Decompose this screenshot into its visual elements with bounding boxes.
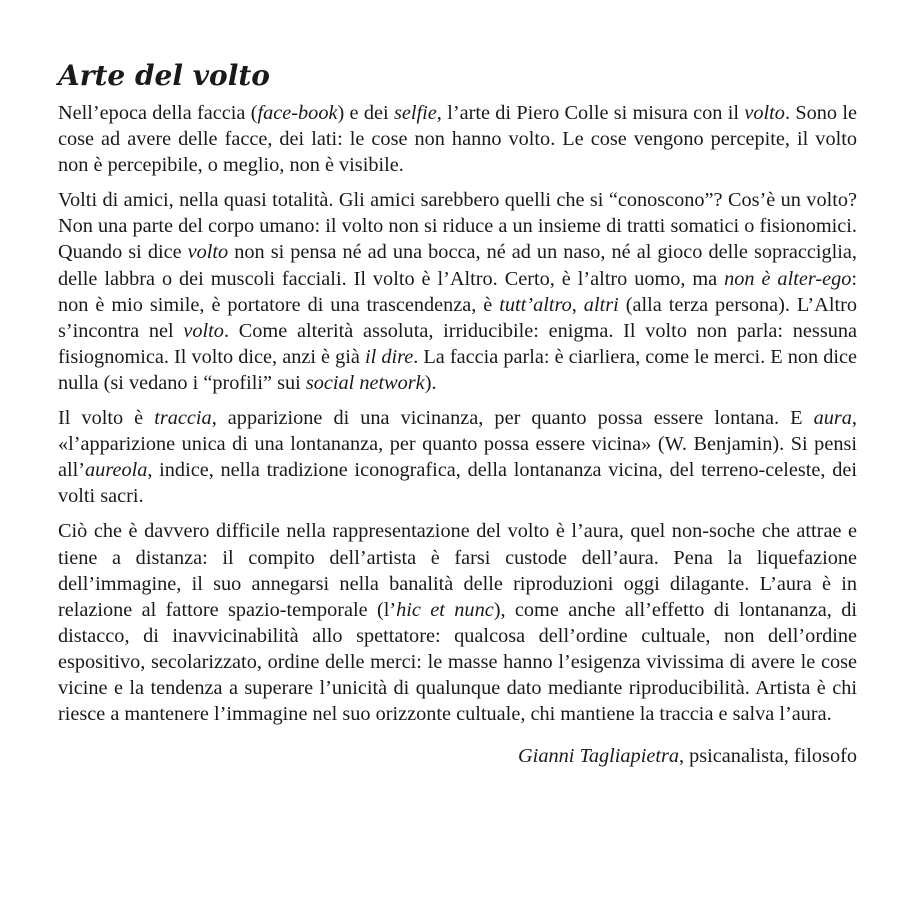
- paragraph-2: [58, 187, 857, 396]
- paragraph-1: [58, 100, 857, 178]
- text-segment: , apparizione di una vicinanza, per quanto possa essere lontana. E: [211, 407, 814, 430]
- text-segment: ,: [571, 293, 584, 316]
- paragraph-3: [58, 405, 857, 509]
- text-segment-italic: aura: [813, 407, 852, 430]
- text-segment-italic: non è alter-ego: [724, 267, 852, 290]
- text-segment-italic: aureola: [85, 459, 148, 482]
- text-segment: , indice, nella tradizione iconografica, della lontananza vicina, del terreno-celeste, dei volti sacri.: [58, 459, 857, 508]
- text-segment-italic: volto: [744, 102, 785, 124]
- text-segment-italic: face-book: [257, 102, 338, 124]
- text-segment-italic: volto: [187, 241, 229, 264]
- text-segment: ) e dei: [337, 102, 394, 124]
- text-segment: Nell’epoca della faccia (: [58, 102, 258, 124]
- text-segment: Ciò che è davvero difficile nella rappresentazione del volto è l’aura, quel non-soche che attrae e tiene a distanza: il compito dell’artista è farsi custode dell’aura. Pena la liquefazione dell’immagine, il suo annegarsi nella banalità delle riproduzioni oggi dilagante. L’aura è in relazione al fattore spazio-temporale (l’: [58, 520, 857, 621]
- text-segment-italic: selfie: [393, 102, 437, 124]
- text-segment: ), come anche all’effetto di lontananza, di distacco, di inavvicinabilità allo spettatore: qualcosa dell’ordine cultuale, non dell’ordine espositivo, secolarizzato, ordine delle merci: le masse hanno l’esigenza vivissima di avere le cose vicine e la tendenza a superare l’unicità di qualunque dato mediante riproducibilità. Artista è chi riesce a mantenere l’immagine nel suo orizzonte cultuale, chi mantiene la traccia e salva l’aura.: [58, 598, 857, 726]
- text-segment-italic: altri: [583, 293, 619, 316]
- text-segment: (alla terza persona). L’Altro s’incontra nel: [58, 293, 857, 342]
- text-segment: . Come alterità assoluta, irriducibile: enigma. Il volto non parla: nessuna fisiognomica. Il volto dice, anzi è già: [58, 319, 857, 368]
- text-segment: Volti di amici, nella quasi totalità. Gli amici sarebbero quelli che si “conoscono”? Cos’è un volto? Non una parte del corpo umano: il volto non si riduce a un insieme di tratti somatici o fisionomici. Quando si dice: [58, 189, 857, 264]
- text-segment-italic: social network: [305, 371, 425, 394]
- text-segment-italic: hic et nunc: [396, 598, 494, 621]
- text-segment-italic: tutt’altro: [499, 293, 572, 316]
- text-segment: . Sono le cose ad avere delle facce, dei lati: le cose non hanno volto. Le cose vengono percepite, il volto non è percepibile, o meglio, non è visibile.: [58, 102, 857, 177]
- text-segment: ).: [424, 371, 437, 394]
- text-segment: non si pensa né ad una bocca, né ad un naso, né al gioco delle sopracciglia, delle labbra o dei muscoli facciali. Il volto è l’Altro. Certo, è l’altro uomo, ma: [58, 241, 857, 290]
- text-segment: , l’arte di Piero Colle si misura con il: [436, 102, 745, 124]
- signature: [58, 743, 857, 769]
- article-title: Arte del volto: [58, 59, 270, 92]
- text-segment-italic: volto: [183, 319, 224, 342]
- author-name: Gianni Tagliapietra: [518, 745, 679, 768]
- text-segment-italic: il dire: [364, 345, 414, 368]
- text-segment: : non è mio simile, è portatore di una trascendenza, è: [58, 267, 858, 316]
- paragraph-4: [58, 518, 857, 727]
- author-role: , psicanalista, filosofo: [679, 745, 857, 768]
- text-segment: , «l’apparizione unica di una lontananza, per quanto possa essere vicina» (W. Benjamin). Si pensi all’: [58, 407, 857, 482]
- text-segment: Il volto è: [58, 407, 155, 430]
- article: [58, 58, 857, 769]
- text-segment-italic: traccia: [154, 407, 212, 430]
- text-segment: . La faccia parla: è ciarliera, come le merci. E non dice nulla (si vedano i “profili” sui: [58, 345, 857, 394]
